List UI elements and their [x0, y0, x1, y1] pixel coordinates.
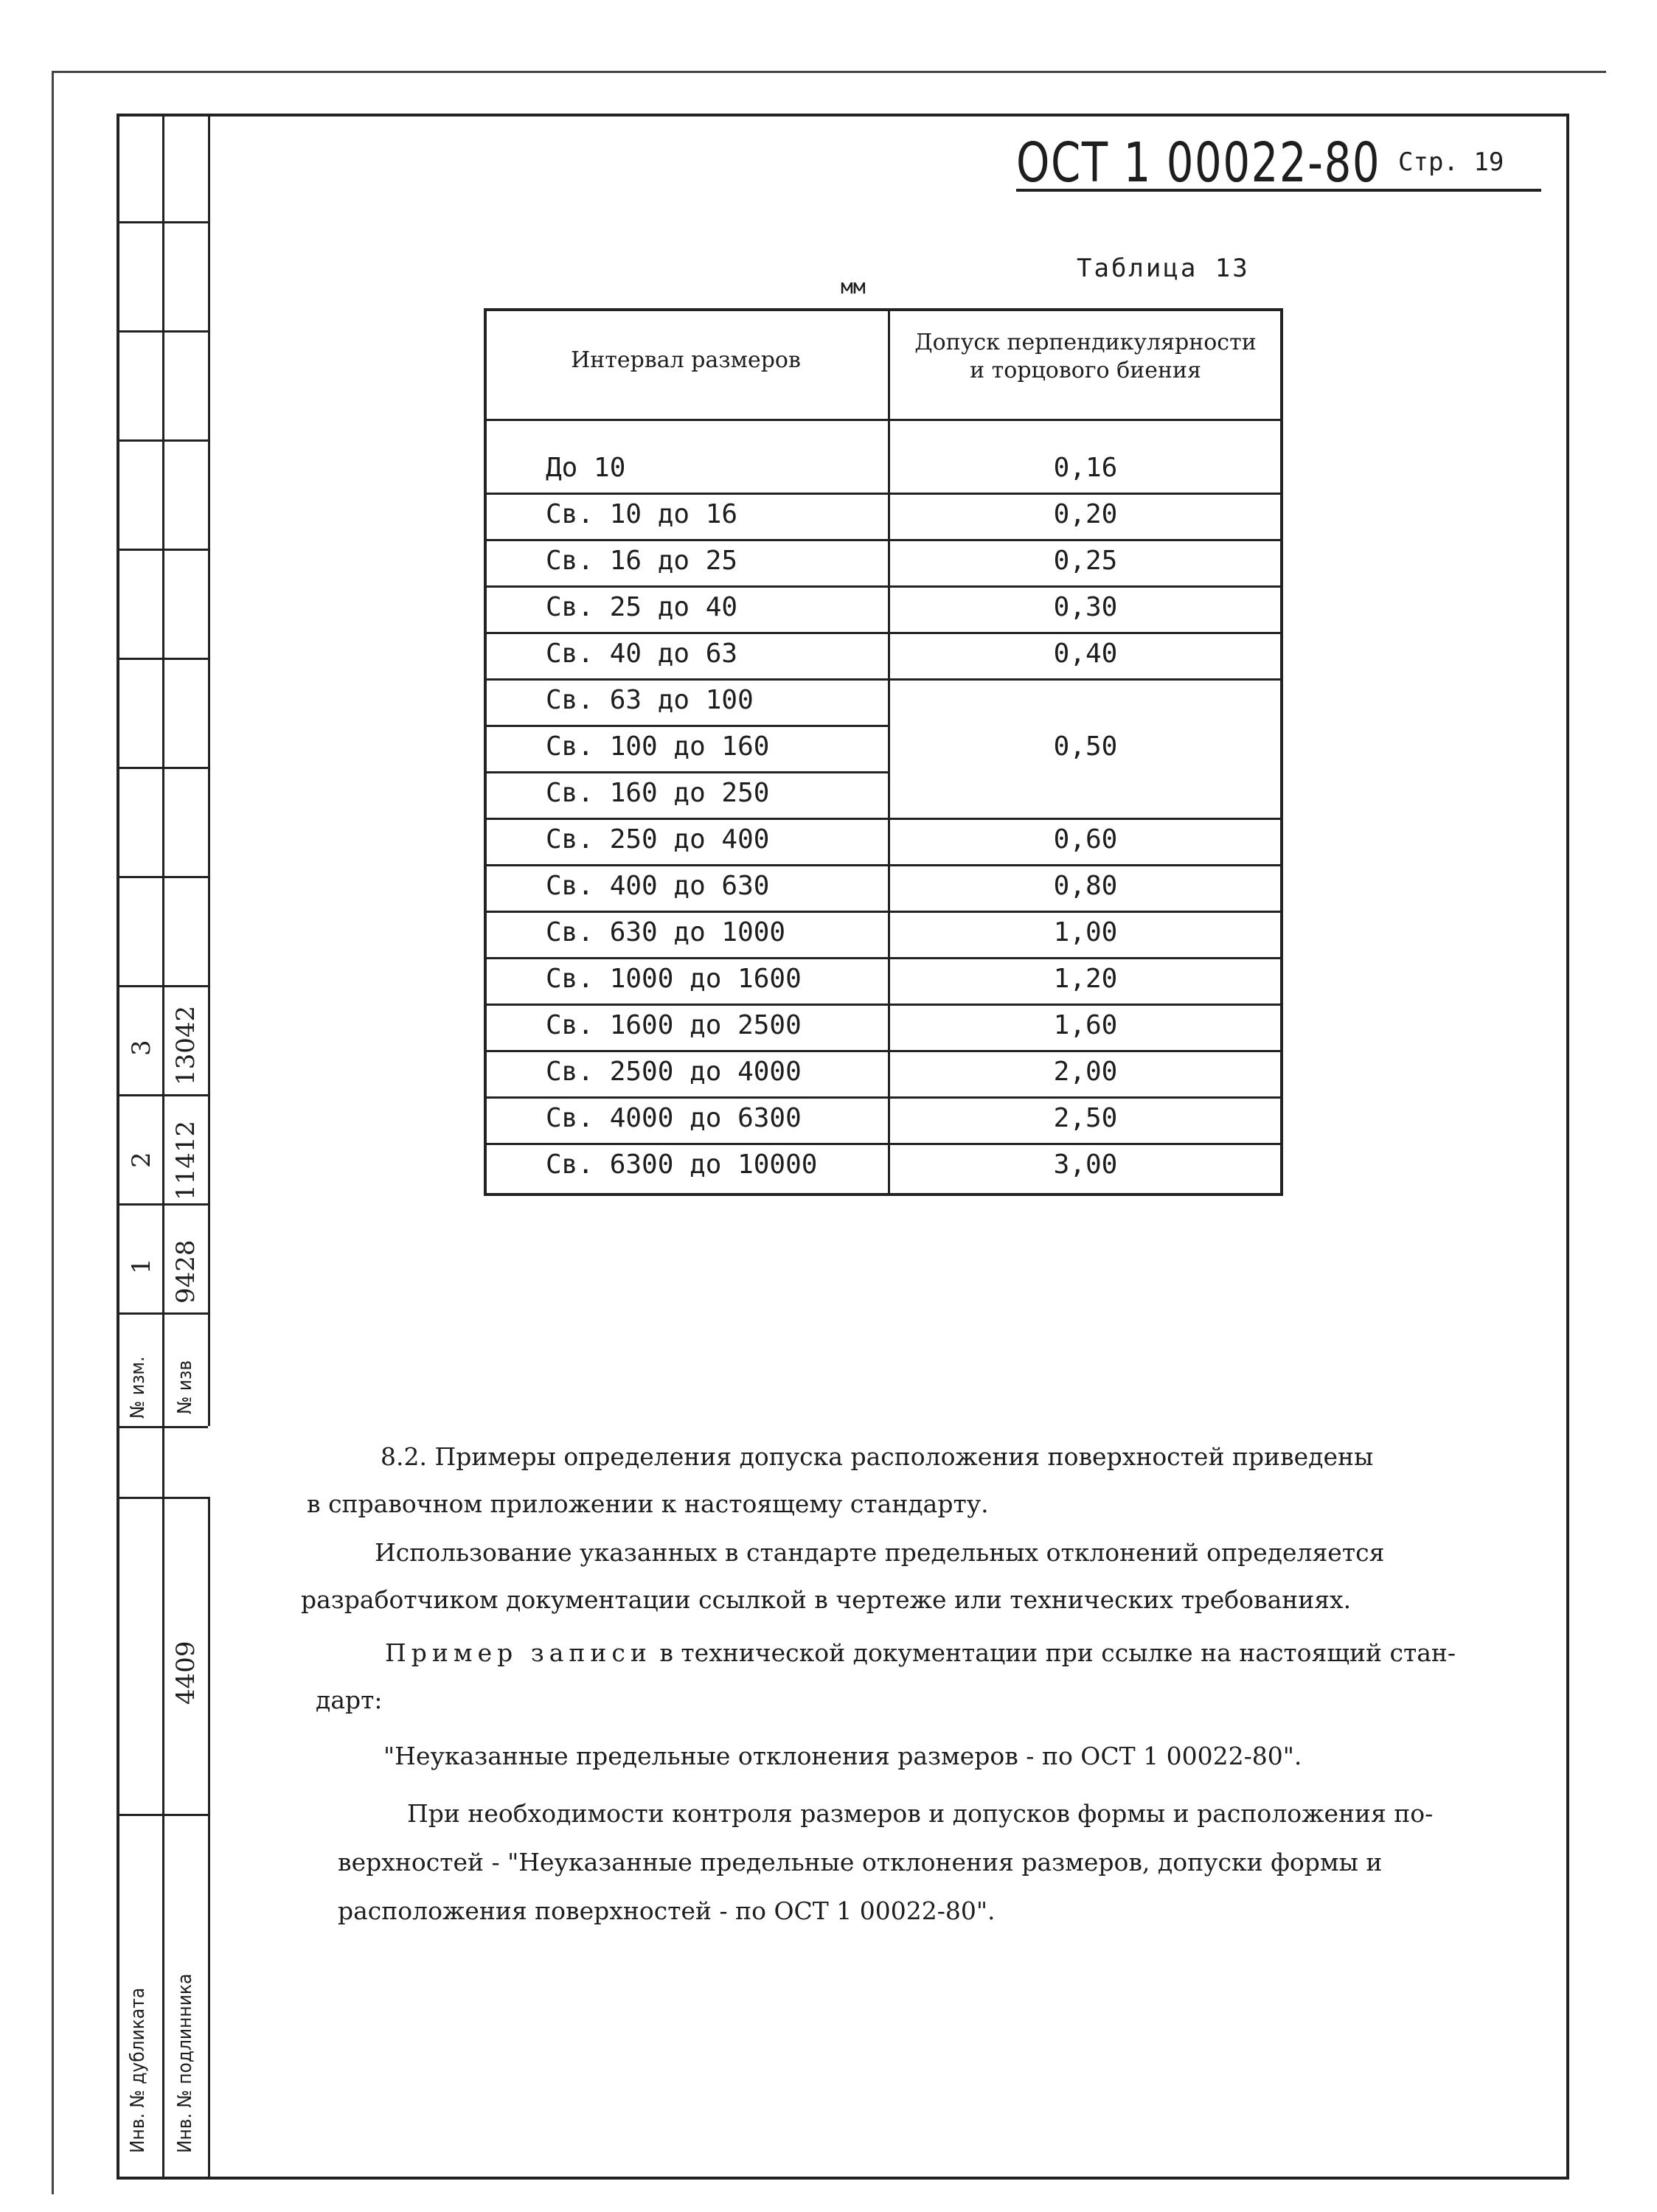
margin-divider	[117, 1094, 208, 1096]
margin-column-2-upper	[162, 114, 210, 1426]
tolerance-table	[484, 308, 1283, 1196]
tolerance-cell: 0,25	[1053, 546, 1118, 576]
column-header-interval: Интервал размеров	[571, 347, 801, 373]
row-line	[484, 1096, 1283, 1099]
tolerance-cell: 0,16	[1053, 453, 1118, 483]
paragraph-example-line2: дарт:	[316, 1686, 383, 1714]
paragraph-8-2-line1: 8.2. Примеры определения допуска расположения поверхностей приведены	[381, 1442, 1374, 1471]
interval-cell: Св. 160 до 250	[546, 778, 770, 808]
margin-divider	[117, 549, 208, 551]
margin-divider	[117, 1497, 208, 1499]
tolerance-cell: 0,40	[1053, 639, 1118, 669]
interval-cell: Св. 1000 до 1600	[546, 964, 802, 994]
paragraph-usage-line2: разработчиком документации ссылкой в чертеже или технических требованиях.	[301, 1585, 1352, 1614]
interval-cell: Св. 630 до 1000	[546, 917, 786, 947]
table-units: мм	[841, 274, 866, 299]
row-line	[484, 493, 1283, 495]
margin-divider	[117, 985, 208, 987]
change-no-1: 1	[127, 1258, 156, 1274]
column-header-tolerance-line1: Допуск перпендикулярности	[914, 330, 1257, 355]
document-code: ОСТ 1 00022-80	[1016, 131, 1381, 195]
paragraph-8-2-line2: в справочном приложении к настоящему стандарту.	[307, 1489, 989, 1518]
change-no-3: 3	[127, 1040, 156, 1056]
table-caption: Таблица 13	[1077, 254, 1250, 283]
example-lead-text: Пример записи	[385, 1638, 652, 1667]
notice-no-3: 13042	[171, 1005, 201, 1085]
interval-cell: Св. 2500 до 4000	[546, 1057, 802, 1087]
interval-cell: Св. 250 до 400	[546, 824, 770, 855]
tolerance-cell: 0,80	[1053, 871, 1118, 901]
column-header-tolerance	[888, 329, 1283, 385]
duplicate-inv-label: Инв. № дубликата	[127, 1987, 149, 2153]
header-row-line	[484, 419, 1283, 421]
notice-no-1: 9428	[171, 1239, 201, 1304]
original-inv-label: Инв. № подлинника	[174, 1973, 196, 2153]
tolerance-cell: 0,60	[1053, 824, 1118, 855]
paragraph-usage-line1: Использование указанных в стандарте предельных отклонений определяется	[375, 1538, 1385, 1567]
change-no-2: 2	[127, 1152, 156, 1168]
margin-divider	[117, 1312, 208, 1315]
interval-cell: Св. 4000 до 6300	[546, 1103, 802, 1133]
margin-divider	[117, 330, 208, 333]
row-line	[484, 539, 1283, 541]
margin-divider	[117, 221, 208, 223]
row-line	[484, 1004, 1283, 1006]
margin-divider	[117, 439, 208, 442]
tolerance-cell: 1,00	[1053, 917, 1118, 947]
interval-cell: Св. 40 до 63	[546, 639, 738, 669]
example-quote: "Неуказанные предельные отклонения размеров - по ОСТ 1 00022-80".	[383, 1742, 1302, 1770]
margin-divider	[117, 876, 208, 878]
tolerance-cell: 0,20	[1053, 499, 1118, 529]
margin-divider	[117, 1203, 208, 1206]
tolerance-cell: 2,50	[1053, 1103, 1118, 1133]
notice-no-2: 11412	[171, 1120, 201, 1200]
row-line	[484, 725, 889, 727]
interval-cell: Св. 63 до 100	[546, 685, 754, 715]
paragraph-example-line1	[385, 1638, 1456, 1667]
tolerance-cell: 2,00	[1053, 1057, 1118, 1087]
tolerance-cell: 0,30	[1053, 592, 1118, 622]
margin-column-1	[117, 114, 164, 2180]
page-number: Стр. 19	[1398, 147, 1504, 177]
notice-no-label: № изв	[174, 1360, 196, 1414]
row-line	[484, 1050, 1283, 1052]
example-rest-text: в технической документации при ссылке на настоящий стан-	[659, 1638, 1456, 1667]
paragraph-control-line2: верхностей - "Неуказанные предельные отклонения размеров, допуски формы и	[338, 1848, 1383, 1877]
margin-divider	[117, 767, 208, 769]
row-line	[484, 678, 1283, 681]
tolerance-cell: 1,20	[1053, 964, 1118, 994]
row-line	[484, 864, 1283, 866]
row-line	[484, 585, 1283, 588]
row-line	[484, 911, 1283, 913]
tolerance-cell: 1,60	[1053, 1010, 1118, 1040]
margin-divider	[117, 1426, 208, 1428]
interval-cell: Св. 100 до 160	[546, 731, 770, 762]
row-line	[484, 957, 1283, 959]
tolerance-cell-merged: 0,50	[1053, 731, 1118, 762]
interval-cell: Св. 1600 до 2500	[546, 1010, 802, 1040]
interval-cell: Св. 10 до 16	[546, 499, 738, 529]
interval-cell: До 10	[546, 453, 626, 483]
tolerance-cell: 3,00	[1053, 1150, 1118, 1180]
margin-divider	[117, 1814, 208, 1816]
interval-cell: Св. 16 до 25	[546, 546, 738, 576]
header-rule	[1016, 189, 1541, 192]
change-no-label: № изм.	[127, 1356, 149, 1419]
interval-cell: Св. 6300 до 10000	[546, 1150, 818, 1180]
paragraph-control-line3: расположения поверхностей - по ОСТ 1 00022-80".	[338, 1896, 996, 1925]
row-line	[484, 771, 889, 773]
interval-cell: Св. 400 до 630	[546, 871, 770, 901]
original-inv-number: 4409	[171, 1641, 201, 1705]
interval-cell: Св. 25 до 40	[546, 592, 738, 622]
row-line	[484, 1143, 1283, 1145]
paragraph-control-line1: При необходимости контроля размеров и допусков формы и расположения по-	[407, 1799, 1434, 1828]
row-line	[484, 818, 1283, 820]
row-line	[484, 632, 1283, 634]
column-header-tolerance-line2: и торцового биения	[970, 358, 1201, 383]
margin-divider	[117, 658, 208, 660]
